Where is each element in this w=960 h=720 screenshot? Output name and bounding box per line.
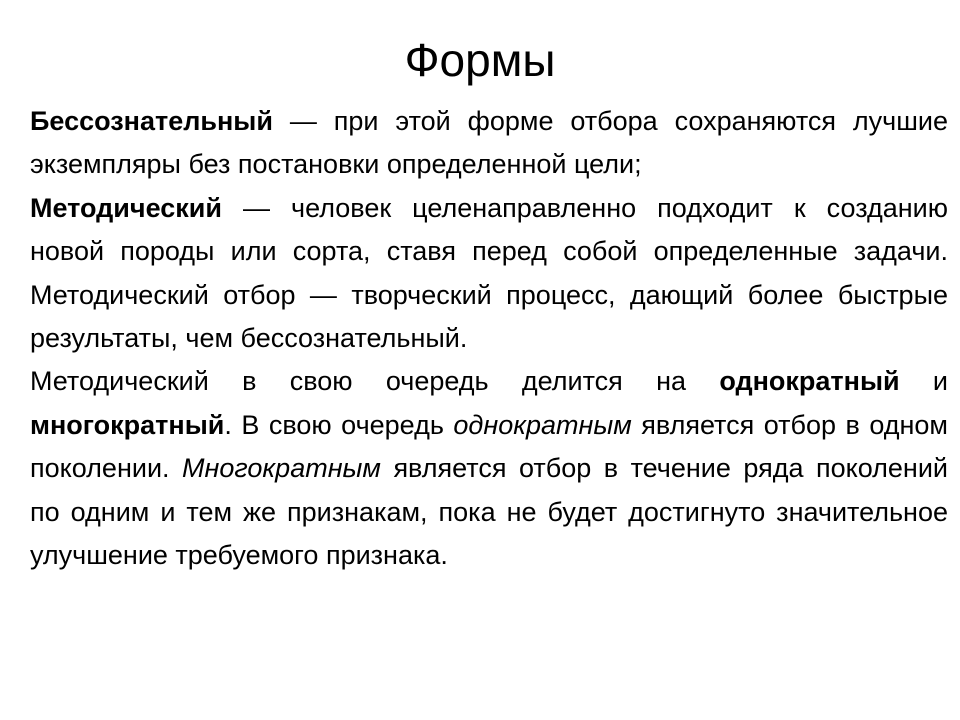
paragraph-methodical-types (30, 360, 948, 577)
term-multiple: многократный (30, 409, 225, 440)
term-methodical: Методический (30, 192, 222, 223)
paragraph-unconscious-text: — при этой форме отбора сохраняются лучшие экземпляры без постановки определенной цели; (30, 106, 948, 180)
term-single: однократный (719, 366, 900, 397)
term-unconscious: Бессознательный (30, 106, 273, 136)
text-segment: является отбор в течение ряда поколений по одним и тем же признакам, пока не будет достигнуто значительное улучшение требуемого признака. (30, 453, 948, 571)
slide-body (30, 100, 948, 577)
paragraph-unconscious (30, 100, 948, 187)
emphasis-single: однократным (453, 409, 632, 440)
text-segment: . В свою очередь (224, 409, 454, 440)
paragraph-methodical-text: — человек целенаправленно подходит к созданию новой породы или сорта, ставя перед собой определенные задачи. Методический отбор — творческий процесс, дающий более быстрые результаты, чем бессознательный. (30, 192, 948, 354)
text-segment: является отбор в одном поколении. (30, 409, 948, 484)
paragraph-methodical (30, 187, 948, 361)
slide-title: Формы (404, 34, 556, 86)
text-segment: Методический в свою очередь делится на (30, 366, 720, 397)
emphasis-multiple: Многократным (182, 453, 381, 484)
text-segment: и (899, 366, 948, 397)
